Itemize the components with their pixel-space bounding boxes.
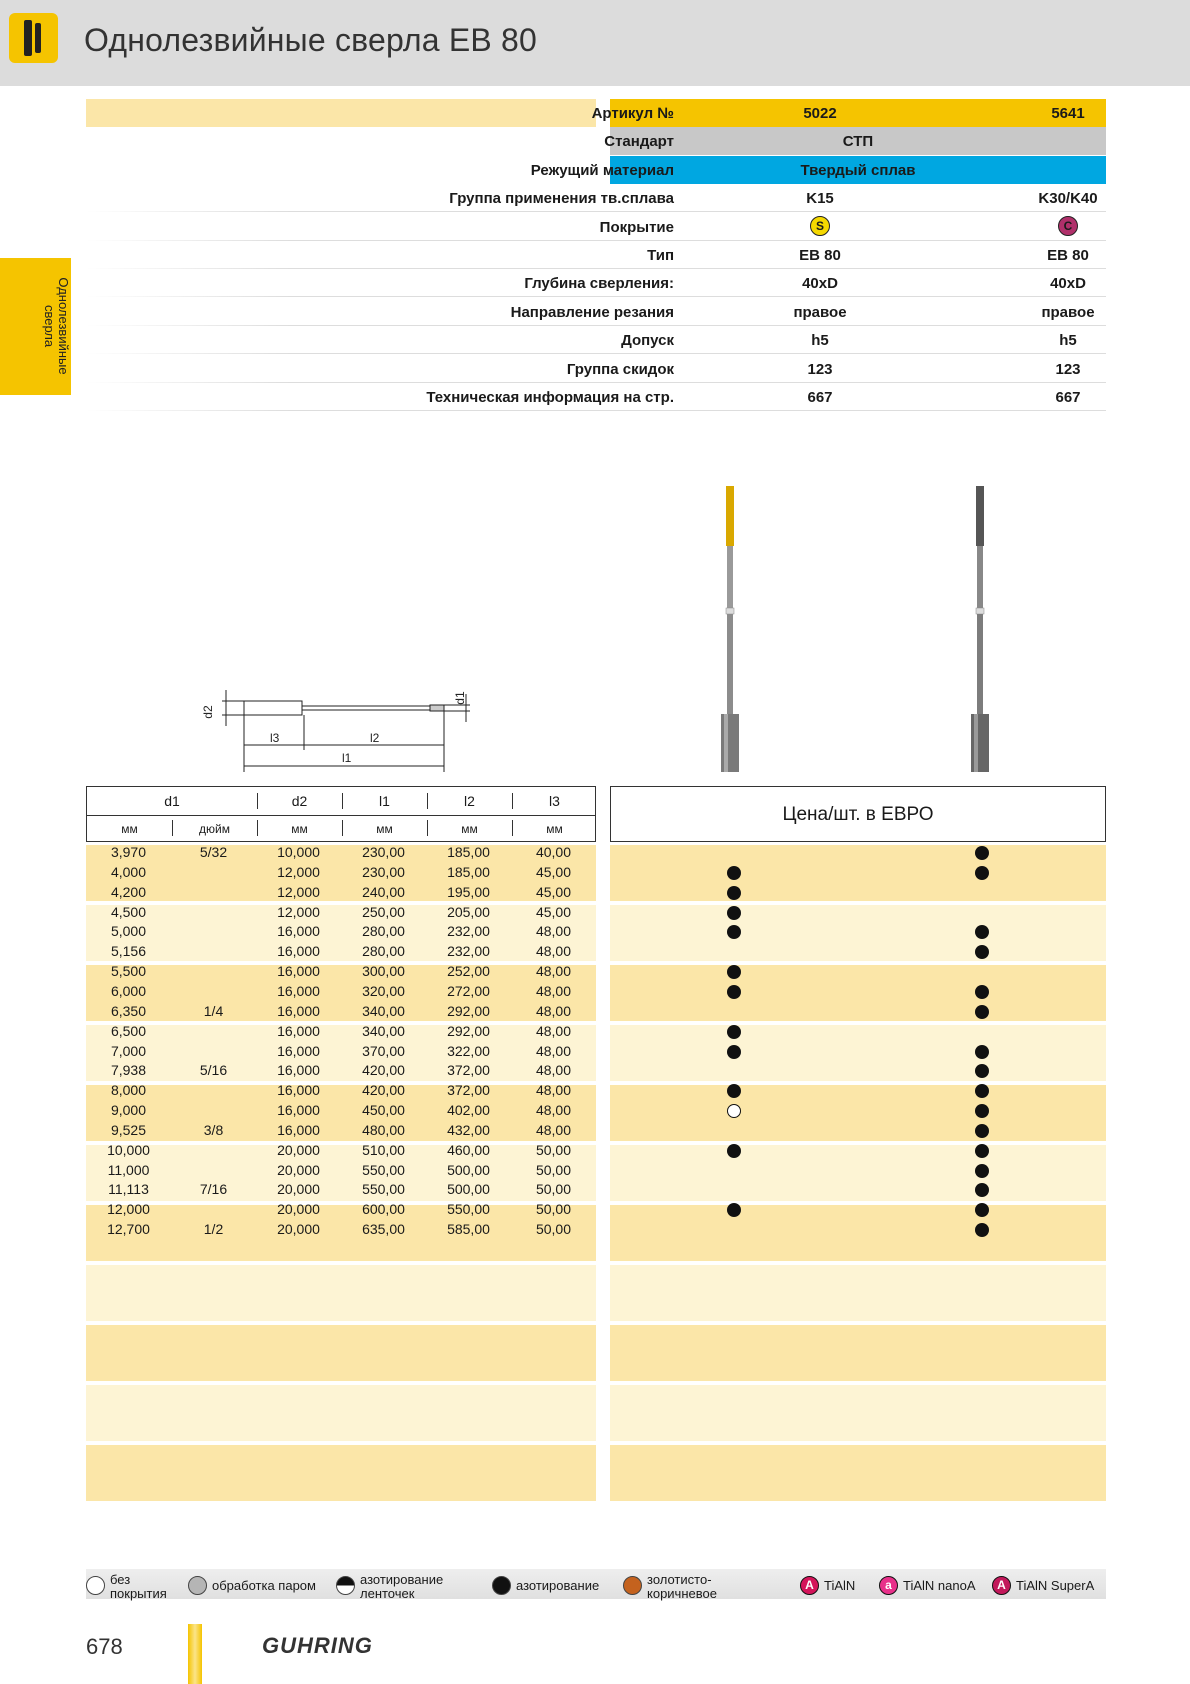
spec-value-c2: правое: [1041, 303, 1095, 321]
cell-d2: 16,000: [277, 1121, 320, 1138]
legend-label: без покрытия: [110, 1572, 167, 1601]
cell-l2: 322,00: [447, 1042, 490, 1059]
table-row: [86, 843, 1106, 863]
availability-dot-icon: [975, 1104, 989, 1118]
unit-mm: мм: [376, 822, 393, 836]
cell-d2: 20,000: [277, 1221, 320, 1238]
legend-swatch-icon: [86, 1576, 105, 1595]
diagram-label-l1: l1: [342, 751, 352, 765]
cell-l1: 250,00: [362, 903, 405, 920]
cell-d1: 12,700: [107, 1221, 150, 1238]
cell-l3: 48,00: [535, 1102, 572, 1119]
cell-d1: 7,000: [110, 1042, 147, 1059]
legend-swatch-icon: [623, 1576, 642, 1595]
cell-l3: 48,00: [535, 1082, 572, 1099]
table-band: [86, 1385, 596, 1441]
spec-merged-value: СТП: [842, 133, 874, 151]
table-row: [86, 922, 1106, 942]
cell-l3: 50,00: [535, 1221, 572, 1238]
cell-l1: 280,00: [362, 943, 405, 960]
cell-l1: 340,00: [362, 1002, 405, 1019]
cell-l2: 550,00: [447, 1201, 490, 1218]
cell-inch: 1/4: [203, 1002, 224, 1019]
table-row: [86, 1180, 1106, 1200]
cell-d1: 5,500: [110, 963, 147, 980]
section-side-tab[interactable]: [0, 258, 71, 395]
cell-l1: 370,00: [362, 1042, 405, 1059]
spec-label: Направление резания: [510, 303, 674, 321]
diagram-label-l3: l3: [270, 731, 280, 745]
cell-l1: 230,00: [362, 844, 405, 860]
spec-row: [86, 184, 1106, 212]
cell-l2: 272,00: [447, 982, 490, 999]
cell-l3: 50,00: [535, 1201, 572, 1218]
spec-row: [86, 241, 1106, 269]
unit-mm: мм: [291, 822, 308, 836]
cell-d2: 16,000: [277, 1062, 320, 1079]
table-row: [86, 883, 1106, 903]
spec-row: [86, 298, 1106, 326]
cell-inch: 7/16: [199, 1181, 228, 1198]
table-row: [86, 962, 1106, 982]
availability-dot-icon: [727, 1045, 741, 1059]
legend-swatch-icon: A: [800, 1576, 819, 1595]
cell-l3: 50,00: [535, 1161, 572, 1178]
cell-l1: 635,00: [362, 1221, 405, 1238]
table-row: [86, 1002, 1106, 1022]
spec-row: [86, 213, 1106, 241]
cell-d1: 4,500: [110, 903, 147, 920]
cell-d1: 12,000: [107, 1201, 150, 1218]
legend-label: TiAlN SuperA: [1016, 1578, 1095, 1593]
table-row: [86, 1061, 1106, 1081]
cell-l3: 48,00: [535, 1022, 572, 1039]
cell-l2: 292,00: [447, 1022, 490, 1039]
cell-d1: 7,938: [110, 1062, 147, 1079]
cell-l2: 372,00: [447, 1062, 490, 1079]
cell-d1: 11,113: [108, 1181, 149, 1198]
spec-value-c1: 40xD: [802, 275, 838, 293]
spec-label: Артикул №: [591, 105, 674, 122]
cell-d2: 20,000: [277, 1141, 320, 1158]
table-row: [86, 1081, 1106, 1101]
cell-l3: 48,00: [535, 923, 572, 940]
spec-row: [86, 99, 1106, 127]
availability-dot-icon: [727, 886, 741, 900]
coating-legend: [86, 1569, 1106, 1599]
cell-l2: 205,00: [447, 903, 490, 920]
spec-label: Режущий материал: [530, 161, 674, 179]
availability-dot-icon: [975, 985, 989, 999]
availability-dot-icon: [727, 906, 741, 920]
spec-value-c1: 123: [807, 360, 833, 378]
page-title: Однолезвийные сверла EB 80: [84, 22, 538, 58]
cell-l3: 48,00: [535, 963, 572, 980]
spec-label: Тип: [647, 247, 674, 264]
spec-label: Покрытие: [599, 218, 674, 236]
spec-value-c2: 5641: [1051, 105, 1085, 122]
spec-value-c2: 123: [1055, 360, 1081, 378]
diagram-label-d2: d2: [201, 705, 215, 719]
cell-d2: 16,000: [277, 1042, 320, 1059]
spec-value-c1: K15: [806, 190, 834, 208]
cell-l1: 480,00: [362, 1121, 405, 1138]
availability-dot-icon: [727, 985, 741, 999]
cell-l1: 230,00: [362, 863, 405, 880]
cell-inch: 5/32: [199, 844, 228, 860]
dimension-table-header: [86, 786, 596, 842]
cell-d2: 10,000: [277, 844, 320, 860]
unit-mm: мм: [461, 822, 478, 836]
table-row: [86, 1101, 1106, 1121]
spec-row: [86, 383, 1106, 411]
availability-dot-icon: [975, 1164, 989, 1178]
availability-dot-icon: [975, 1223, 989, 1237]
spec-value-c1: h5: [811, 332, 829, 350]
availability-dot-icon: [727, 1025, 741, 1039]
table-row: [86, 982, 1106, 1002]
legend-label: золотисто-коричневое: [647, 1572, 717, 1601]
cell-l1: 510,00: [362, 1141, 405, 1158]
cell-l3: 48,00: [535, 1002, 572, 1019]
cell-l1: 340,00: [362, 1022, 405, 1039]
availability-dot-icon: [727, 925, 741, 939]
cell-d1: 9,000: [110, 1102, 147, 1119]
diagram-label-d1: d1: [453, 691, 467, 705]
cell-d2: 20,000: [277, 1201, 320, 1218]
availability-dot-icon: [727, 1084, 741, 1098]
table-row: [86, 863, 1106, 883]
cell-d2: 12,000: [277, 883, 320, 900]
legend-swatch-icon: a: [879, 1576, 898, 1595]
cell-l1: 240,00: [362, 883, 405, 900]
availability-dot-icon: [975, 846, 989, 860]
spec-label: Глубина сверления:: [524, 275, 674, 293]
availability-dot-icon: [975, 1144, 989, 1158]
spec-merged-value: Твердый сплав: [800, 161, 916, 179]
table-band: [610, 1325, 1106, 1381]
price-header: [610, 786, 1106, 842]
diagram-label-l2: l2: [370, 731, 380, 745]
availability-dot-icon: [727, 866, 741, 880]
spec-row: [86, 127, 1106, 155]
drill-image-5022: [700, 486, 760, 776]
cell-l3: 48,00: [535, 1042, 572, 1059]
cell-l3: 48,00: [535, 1062, 572, 1079]
cell-inch: 1/2: [203, 1221, 224, 1238]
availability-dot-icon: [975, 1005, 989, 1019]
table-row: [86, 1220, 1106, 1240]
cell-d2: 16,000: [277, 1082, 320, 1099]
availability-dot-icon: [975, 1124, 989, 1138]
availability-dot-icon: [727, 965, 741, 979]
cell-l3: 45,00: [535, 863, 572, 880]
cell-d1: 5,156: [110, 943, 147, 960]
cell-d2: 16,000: [277, 923, 320, 940]
cell-d2: 16,000: [277, 963, 320, 980]
cell-d2: 16,000: [277, 1022, 320, 1039]
coating-c-icon: C: [1058, 216, 1078, 236]
cell-l3: 50,00: [535, 1141, 572, 1158]
header-l3: l3: [549, 793, 560, 809]
legend-swatch-icon: [188, 1576, 207, 1595]
spec-row: [86, 355, 1106, 383]
legend-label: TiAlN: [824, 1578, 856, 1593]
spec-value-c2: 40xD: [1050, 275, 1086, 293]
table-row: [86, 1121, 1106, 1141]
drill-dimension-diagram: [200, 680, 490, 780]
cell-d2: 16,000: [277, 943, 320, 960]
spec-value-c2: 667: [1055, 389, 1081, 406]
cell-l3: 45,00: [535, 903, 572, 920]
legend-label: TiAlN nanoA: [903, 1578, 976, 1593]
spec-value-c1: правое: [793, 303, 847, 321]
spec-label: Стандарт: [604, 133, 674, 151]
cell-d2: 16,000: [277, 1002, 320, 1019]
spec-value-c2: EB 80: [1047, 247, 1089, 264]
cell-l2: 292,00: [447, 1002, 490, 1019]
legend-swatch-icon: [492, 1576, 511, 1595]
header-l2: l2: [464, 793, 475, 809]
cell-d1: 3,970: [110, 844, 147, 860]
cell-inch: 5/16: [199, 1062, 228, 1079]
spec-label: Группа скидок: [566, 360, 674, 378]
legend-label: азотирование ленточек: [360, 1572, 444, 1601]
cell-l2: 500,00: [447, 1161, 490, 1178]
cell-d1: 10,000: [107, 1141, 150, 1158]
cell-l2: 500,00: [447, 1181, 490, 1198]
table-row: [86, 1200, 1106, 1220]
cell-d1: 8,000: [110, 1082, 147, 1099]
cell-d1: 9,525: [110, 1121, 147, 1138]
cell-d1: 4,000: [110, 863, 147, 880]
spec-row: [86, 326, 1106, 354]
header-l1: l1: [379, 793, 390, 809]
availability-dot-icon: [975, 1064, 989, 1078]
availability-dot-icon: [975, 925, 989, 939]
cell-d1: 6,500: [110, 1022, 147, 1039]
cell-l3: 50,00: [535, 1181, 572, 1198]
legend-swatch-icon: [336, 1576, 355, 1595]
spec-row: [86, 269, 1106, 297]
spec-value-c2: h5: [1059, 332, 1077, 350]
spec-value-c1: EB 80: [799, 247, 841, 264]
spec-label: Группа применения тв.сплава: [449, 190, 674, 208]
cell-l3: 40,00: [535, 844, 572, 860]
availability-dot-icon: [727, 1203, 741, 1217]
cell-inch: 3/8: [203, 1121, 224, 1138]
spec-value-c2: K30/K40: [1038, 190, 1098, 208]
availability-dot-icon: [975, 1203, 989, 1217]
availability-dot-icon: [975, 866, 989, 880]
cell-d1: 6,000: [110, 982, 147, 999]
legend-swatch-icon: A: [992, 1576, 1011, 1595]
cell-l2: 232,00: [447, 943, 490, 960]
cell-l2: 432,00: [447, 1121, 490, 1138]
spec-value-c1: 667: [807, 389, 833, 406]
unit-inch: дюйм: [199, 822, 230, 836]
coating-s-icon: S: [810, 216, 830, 236]
cell-d2: 16,000: [277, 982, 320, 999]
cell-l3: 45,00: [535, 883, 572, 900]
cell-l1: 280,00: [362, 923, 405, 940]
cell-d2: 16,000: [277, 1102, 320, 1119]
cell-l2: 232,00: [447, 923, 490, 940]
unit-mm: мм: [546, 822, 563, 836]
page-number: 678: [86, 1634, 123, 1659]
table-band: [610, 1385, 1106, 1441]
availability-dot-icon: [975, 1045, 989, 1059]
table-row: [86, 1022, 1106, 1042]
availability-dot-icon: [975, 1084, 989, 1098]
cell-l2: 372,00: [447, 1082, 490, 1099]
spec-value-c1: 5022: [803, 105, 837, 122]
cell-l1: 420,00: [362, 1062, 405, 1079]
cell-d2: 12,000: [277, 863, 320, 880]
price-header-label: Цена/шт. в ЕВРО: [782, 804, 934, 825]
table-row: [86, 1141, 1106, 1161]
availability-dot-icon: [975, 1183, 989, 1197]
spec-label: Допуск: [621, 332, 674, 350]
header-d1: d1: [164, 793, 180, 809]
cell-d2: 12,000: [277, 903, 320, 920]
availability-dot-icon: [975, 945, 989, 959]
cell-l2: 185,00: [447, 844, 490, 860]
cell-d2: 20,000: [277, 1161, 320, 1178]
table-row: [86, 1042, 1106, 1062]
brand-logo: GUHRING: [262, 1633, 373, 1658]
cell-l1: 600,00: [362, 1201, 405, 1218]
header-d2: d2: [291, 793, 308, 809]
page-header: [0, 0, 1190, 86]
cell-l3: 48,00: [535, 982, 572, 999]
table-row: [86, 1161, 1106, 1181]
footer-accent-bar: [188, 1624, 202, 1684]
table-band: [610, 1445, 1106, 1501]
cell-d1: 4,200: [110, 883, 147, 900]
availability-dot-icon: [727, 1104, 741, 1118]
unit-mm: мм: [121, 822, 138, 836]
cell-l1: 550,00: [362, 1181, 405, 1198]
drill-image-5641: [950, 486, 1010, 776]
cell-d1: 6,350: [110, 1002, 147, 1019]
drill-logo-icon: [9, 13, 58, 63]
cell-l2: 460,00: [447, 1141, 490, 1158]
table-band: [610, 1265, 1106, 1321]
cell-l2: 252,00: [447, 963, 490, 980]
table-row: [86, 903, 1106, 923]
table-band: [86, 1325, 596, 1381]
cell-l2: 585,00: [447, 1221, 490, 1238]
cell-l3: 48,00: [535, 943, 572, 960]
side-tab-label: Однолезвийные сверла: [42, 277, 71, 375]
cell-l2: 195,00: [447, 883, 490, 900]
table-band: [86, 1265, 596, 1321]
cell-l1: 450,00: [362, 1102, 405, 1119]
table-band: [86, 1445, 596, 1501]
cell-l2: 185,00: [447, 863, 490, 880]
legend-label: обработка паром: [212, 1578, 316, 1593]
cell-l2: 402,00: [447, 1102, 490, 1119]
cell-l1: 300,00: [362, 963, 405, 980]
cell-l1: 550,00: [362, 1161, 405, 1178]
legend-label: азотирование: [516, 1578, 600, 1593]
cell-l3: 48,00: [535, 1121, 572, 1138]
cell-d1: 11,000: [107, 1161, 150, 1178]
cell-d1: 5,000: [110, 923, 147, 940]
cell-d2: 20,000: [277, 1181, 320, 1198]
cell-l1: 420,00: [362, 1082, 405, 1099]
cell-l1: 320,00: [362, 982, 405, 999]
availability-dot-icon: [727, 1144, 741, 1158]
table-row: [86, 942, 1106, 962]
spec-label: Техническая информация на стр.: [426, 389, 674, 406]
spec-row: [86, 156, 1106, 184]
